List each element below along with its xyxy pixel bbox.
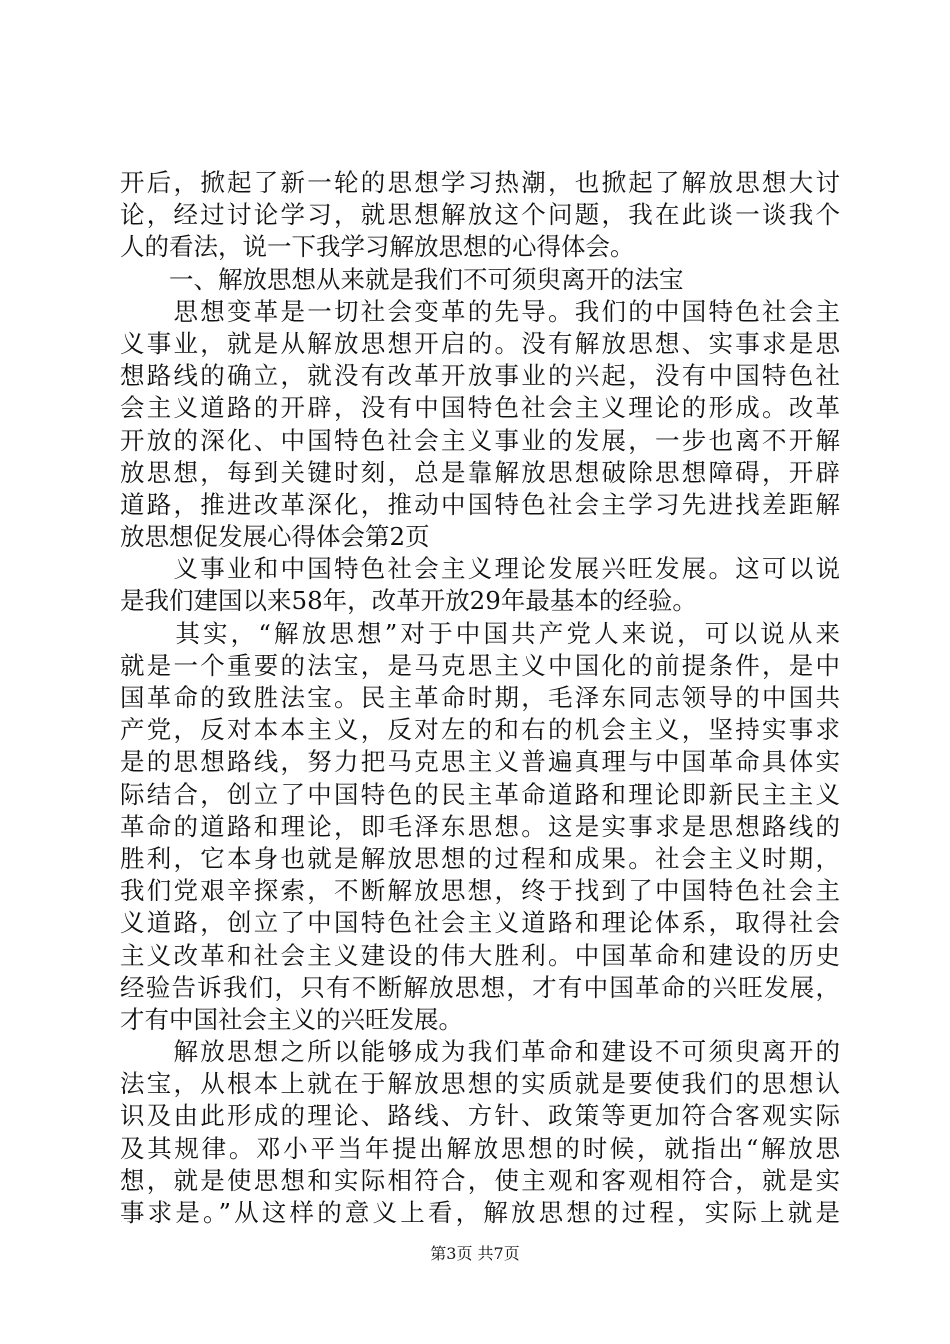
text-line: 论，经过讨论学习，就思想解放这个问题，我在此谈一谈我个 xyxy=(120,200,840,230)
text-line: 解放思想之所以能够成为我们革命和建设不可须臾离开的 xyxy=(120,1037,840,1067)
text-line: 放思想，每到关键时刻，总是靠解放思想破除思想障碍，开辟 xyxy=(120,457,840,487)
text-line: 及其规律。邓小平当年提出解放思想的时候，就指出“解放思 xyxy=(120,1133,840,1163)
text-line: 道路，推进改革深化，推动中国特色社会主学习先进找差距解 xyxy=(120,489,840,519)
text-line: 就是一个重要的法宝，是马克思主义中国化的前提条件，是中 xyxy=(120,650,840,680)
text-line: 国革命的致胜法宝。民主革命时期，毛泽东同志领导的中国共 xyxy=(120,683,840,712)
text-line: 是我们建国以来58年，改革开放29年最基本的经验。 xyxy=(120,586,697,616)
body-text xyxy=(120,167,840,1229)
text-line: 主义改革和社会主义建设的伟大胜利。中国革命和建设的历史 xyxy=(120,940,840,970)
text-line: 放思想促发展心得体会第2页 xyxy=(120,522,430,552)
text-line: 识及由此形成的理论、路线、方针、政策等更加符合客观实际 xyxy=(120,1101,840,1131)
text-line: 法宝，从根本上就在于解放思想的实质就是要使我们的思想认 xyxy=(120,1069,840,1099)
text-line: 思想变革是一切社会变革的先导。我们的中国特色社会主 xyxy=(120,296,840,326)
text-line: 才有中国社会主义的兴旺发展。 xyxy=(120,1004,463,1034)
text-line: 开后，掀起了新一轮的思想学习热潮，也掀起了解放思想大讨 xyxy=(120,168,840,197)
text-line: 人的看法，说一下我学习解放思想的心得体会。 xyxy=(120,232,635,262)
text-line: 胜利，它本身也就是解放思想的过程和成果。社会主义时期， xyxy=(120,843,840,873)
text-line: 经验告诉我们，只有不断解放思想，才有中国革命的兴旺发展， xyxy=(120,972,840,1002)
text-line: 想，就是使思想和实际相符合，使主观和客观相符合，就是实 xyxy=(120,1165,840,1195)
text-line: 会主义道路的开辟，没有中国特色社会主义理论的形成。改革 xyxy=(120,393,840,423)
text-line: 际结合，创立了中国特色的民主革命道路和理论即新民主主义 xyxy=(120,779,840,809)
text-line: 产党，反对本本主义，反对左的和右的机会主义，坚持实事求 xyxy=(120,715,840,745)
text-line: 想路线的确立，就没有改革开放事业的兴起，没有中国特色社 xyxy=(120,361,840,391)
text-line: 事求是。”从这样的意义上看，解放思想的过程，实际上就是 xyxy=(120,1198,840,1227)
text-line: 开放的深化、中国特色社会主义事业的发展，一步也离不开解 xyxy=(120,425,840,455)
text-line: 义道路，创立了中国特色社会主义道路和理论体系，取得社会 xyxy=(120,908,840,938)
page-footer: 第3页 共7页 xyxy=(430,1244,520,1263)
text-line: 革命的道路和理论，即毛泽东思想。这是实事求是思想路线的 xyxy=(120,811,840,841)
text-line: 义事业和中国特色社会主义理论发展兴旺发展。这可以说 xyxy=(120,554,840,584)
text-line: 是的思想路线，努力把马克思主义普遍真理与中国革命具体实 xyxy=(120,747,840,777)
text-line: 我们党艰辛探索，不断解放思想，终于找到了中国特色社会主 xyxy=(120,876,840,906)
text-line: 一、解放思想从来就是我们不可须臾离开的法宝 xyxy=(120,264,684,294)
text-line: 义事业，就是从解放思想开启的。没有解放思想、实事求是思 xyxy=(120,328,840,358)
text-line: 其实，“解放思想”对于中国共产党人来说，可以说从来 xyxy=(120,618,840,648)
